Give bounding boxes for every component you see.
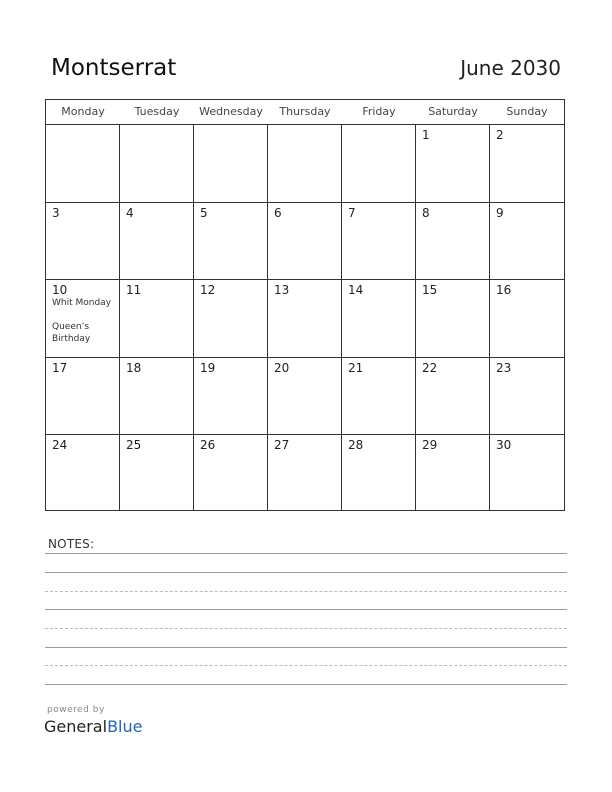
weekday-thursday: Thursday <box>279 105 331 118</box>
day-cell <box>490 434 564 511</box>
country-title: Montserrat <box>51 55 177 81</box>
day-number: 25 <box>126 437 142 452</box>
brand-general: General <box>44 717 108 736</box>
day-cell <box>46 202 120 279</box>
notes-line <box>45 572 567 573</box>
day-number: 30 <box>496 437 512 452</box>
day-cell <box>490 202 564 279</box>
day-cell <box>416 202 490 279</box>
day-events <box>52 297 117 356</box>
day-cell <box>342 434 416 511</box>
day-cell <box>194 202 268 279</box>
day-cell <box>490 125 564 202</box>
day-number: 6 <box>274 206 282 221</box>
day-cell <box>268 202 342 279</box>
day-cell <box>268 125 342 202</box>
day-number: 26 <box>200 437 216 452</box>
holiday-label: Queen’s Birthday <box>52 322 91 345</box>
day-number: 29 <box>422 437 438 452</box>
day-number: 28 <box>348 437 364 452</box>
day-cell <box>268 357 342 434</box>
day-number: 16 <box>496 283 512 298</box>
day-cell <box>46 434 120 511</box>
day-cell <box>342 125 416 202</box>
notes-line <box>45 609 567 610</box>
day-number: 8 <box>422 206 430 221</box>
weekday-tuesday: Tuesday <box>134 105 180 118</box>
day-cell <box>416 125 490 202</box>
notes-line <box>45 665 567 666</box>
day-number: 15 <box>422 283 438 298</box>
day-cell <box>416 434 490 511</box>
day-cell <box>194 125 268 202</box>
day-number: 17 <box>52 360 68 375</box>
day-number: 20 <box>274 360 290 375</box>
day-number: 21 <box>348 360 364 375</box>
day-number: 12 <box>200 283 216 298</box>
day-number: 24 <box>52 437 68 452</box>
notes-label: NOTES: <box>48 537 95 551</box>
day-number: 14 <box>348 283 364 298</box>
weekday-friday: Friday <box>362 105 396 118</box>
day-cell <box>120 125 194 202</box>
notes-line <box>45 553 567 554</box>
month-year-title: June 2030 <box>460 56 561 80</box>
day-number: 3 <box>52 206 60 221</box>
day-number: 22 <box>422 360 438 375</box>
day-cell <box>120 357 194 434</box>
notes-line <box>45 628 567 629</box>
weekday-sunday: Sunday <box>506 105 548 118</box>
notes-line <box>45 684 567 685</box>
weekday-wednesday: Wednesday <box>199 105 263 118</box>
day-cell <box>268 279 342 356</box>
day-number: 10 <box>52 283 68 298</box>
powered-by-text: powered by <box>47 705 105 715</box>
day-cell <box>416 357 490 434</box>
day-cell <box>194 279 268 356</box>
day-cell <box>342 357 416 434</box>
day-cell <box>194 434 268 511</box>
day-number: 11 <box>126 283 142 298</box>
day-number: 1 <box>422 128 430 142</box>
day-number: 19 <box>200 360 216 375</box>
weeks-grid <box>46 125 564 511</box>
day-cell <box>342 202 416 279</box>
day-cell <box>46 279 120 356</box>
weekday-header-row <box>46 100 564 125</box>
day-cell <box>46 357 120 434</box>
day-cell <box>342 279 416 356</box>
day-cell <box>120 202 194 279</box>
day-cell <box>490 357 564 434</box>
day-number: 23 <box>496 360 512 375</box>
day-cell <box>194 357 268 434</box>
notes-line <box>45 647 567 648</box>
day-cell <box>268 434 342 511</box>
day-cell <box>120 434 194 511</box>
calendar-grid <box>45 99 565 511</box>
notes-line <box>45 591 567 592</box>
generalblue-logo[interactable] <box>44 717 142 736</box>
brand-blue: Blue <box>107 717 143 736</box>
day-cell <box>490 279 564 356</box>
holiday-label: Whit Monday <box>52 298 112 309</box>
weekday-monday: Monday <box>61 105 105 118</box>
day-cell <box>46 125 120 202</box>
weekday-saturday: Saturday <box>428 105 478 118</box>
day-number: 5 <box>200 206 208 221</box>
day-number: 13 <box>274 283 290 298</box>
day-number: 9 <box>496 206 504 221</box>
day-number: 18 <box>126 360 142 375</box>
day-cell <box>416 279 490 356</box>
day-number: 2 <box>496 128 504 142</box>
day-number: 7 <box>348 206 356 221</box>
day-cell <box>120 279 194 356</box>
day-number: 27 <box>274 437 290 452</box>
day-number: 4 <box>126 206 134 221</box>
